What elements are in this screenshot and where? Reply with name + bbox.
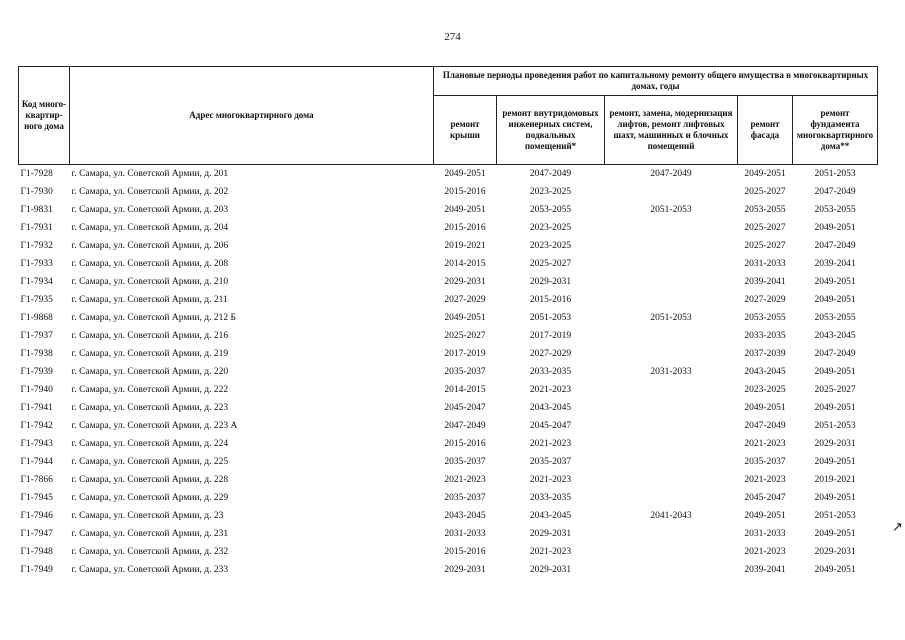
row-code: Г1-7866	[20, 475, 53, 485]
row-systems-period: 2017-2019	[529, 331, 572, 341]
row-address: г. Самара, ул. Советской Армии, д. 220	[71, 367, 229, 377]
row-roof-period: 2029-2031	[444, 277, 486, 287]
row-systems-period: 2029-2031	[529, 565, 572, 575]
row-facade-period: 2035-2037	[744, 457, 786, 467]
row-facade-period: 2023-2025	[744, 385, 786, 395]
row-lifts-period	[605, 399, 738, 417]
row-foundation-period: 2053-2055	[814, 205, 856, 215]
row-facade-period: 2037-2039	[744, 349, 786, 359]
row-foundation-period: 2049-2051	[814, 565, 856, 575]
table-header	[19, 67, 878, 165]
row-lifts-period	[605, 183, 738, 201]
row-code: Г1-9831	[20, 205, 53, 215]
row-code: Г1-7945	[20, 493, 53, 503]
row-roof-period: 2045-2047	[444, 403, 486, 413]
row-roof-period: 2031-2033	[444, 529, 486, 539]
table-row	[19, 273, 878, 291]
row-lifts-period	[605, 291, 738, 309]
page-number: 274	[444, 31, 461, 43]
row-systems-period: 2021-2023	[529, 475, 572, 485]
row-code: Г1-7940	[20, 385, 53, 395]
table-row	[19, 489, 878, 507]
table-row	[19, 237, 878, 255]
row-address: г. Самара, ул. Советской Армии, д. 228	[71, 475, 229, 485]
row-foundation-period: 2049-2051	[814, 367, 856, 377]
table-row	[19, 453, 878, 471]
row-address: г. Самара, ул. Советской Армии, д. 210	[71, 277, 229, 287]
row-code: Г1-7942	[20, 421, 53, 431]
row-lifts-period	[605, 561, 738, 579]
row-systems-period: 2043-2045	[529, 403, 572, 413]
row-address: г. Самара, ул. Советской Армии, д. 23	[71, 511, 224, 521]
table-row	[19, 543, 878, 561]
header-foundation: ремонт фундамента многоквартирного дома**	[793, 96, 878, 165]
row-address: г. Самара, ул. Советской Армии, д. 225	[71, 457, 229, 467]
table-row	[19, 417, 878, 435]
row-facade-period: 2039-2041	[744, 565, 786, 575]
row-address: г. Самара, ул. Советской Армии, д. 202	[71, 187, 229, 197]
table-body	[19, 165, 878, 580]
row-roof-period: 2035-2037	[444, 493, 486, 503]
row-systems-period: 2021-2023	[529, 439, 572, 449]
row-systems-period: 2043-2045	[529, 511, 572, 521]
row-systems-period: 2029-2031	[529, 277, 572, 287]
row-lifts-period	[605, 417, 738, 435]
row-address: г. Самара, ул. Советской Армии, д. 216	[71, 331, 229, 341]
row-address: г. Самара, ул. Советской Армии, д. 204	[71, 223, 229, 233]
row-address: г. Самара, ул. Советской Армии, д. 206	[71, 241, 229, 251]
row-lifts-period	[605, 525, 738, 543]
row-address: г. Самара, ул. Советской Армии, д. 232	[71, 547, 229, 557]
row-facade-period: 2053-2055	[744, 313, 786, 323]
row-roof-period: 2015-2016	[444, 187, 486, 197]
row-address: г. Самара, ул. Советской Армии, д. 233	[71, 565, 229, 575]
capital-repair-table	[18, 66, 878, 579]
row-lifts-period: 2047-2049	[650, 169, 692, 179]
row-code: Г1-7939	[20, 367, 53, 377]
row-code: Г1-7930	[20, 187, 53, 197]
table-row	[19, 345, 878, 363]
row-foundation-period: 2047-2049	[814, 241, 856, 251]
row-address: г. Самара, ул. Советской Армии, д. 219	[71, 349, 229, 359]
row-roof-period: 2015-2016	[444, 547, 486, 557]
row-foundation-period: 2049-2051	[814, 457, 856, 467]
row-code: Г1-7933	[20, 259, 53, 269]
table-row	[19, 165, 878, 184]
row-roof-period: 2015-2016	[444, 223, 486, 233]
row-facade-period: 2045-2047	[744, 493, 786, 503]
row-foundation-period: 2049-2051	[814, 295, 856, 305]
row-roof-period: 2029-2031	[444, 565, 486, 575]
row-foundation-period: 2049-2051	[814, 223, 856, 233]
row-systems-period: 2023-2025	[529, 241, 572, 251]
row-systems-period: 2021-2023	[529, 385, 572, 395]
row-lifts-period: 2051-2053	[650, 205, 692, 215]
row-code: Г1-7934	[20, 277, 53, 287]
row-foundation-period: 2019-2021	[814, 475, 856, 485]
row-lifts-period	[605, 219, 738, 237]
table-row	[19, 201, 878, 219]
table-row	[19, 561, 878, 579]
row-code: Г1-7938	[20, 349, 53, 359]
header-lifts: ремонт, замена, модернизация лифтов, ремонт лифтовых шахт, машинных и блочных помещений	[605, 96, 738, 165]
row-roof-period: 2014-2015	[444, 385, 486, 395]
row-lifts-period	[605, 237, 738, 255]
row-roof-period: 2047-2049	[444, 421, 486, 431]
row-roof-period: 2035-2037	[444, 367, 486, 377]
table-row	[19, 525, 878, 543]
row-systems-period: 2045-2047	[529, 421, 572, 431]
row-address: г. Самара, ул. Советской Армии, д. 223	[71, 403, 229, 413]
row-code: Г1-7943	[20, 439, 53, 449]
row-code: Г1-7949	[20, 565, 53, 575]
row-facade-period: 2025-2027	[744, 223, 786, 233]
header-address: Адрес многоквартирного дома	[70, 67, 434, 165]
row-roof-period: 2043-2045	[444, 511, 486, 521]
row-address: г. Самара, ул. Советской Армии, д. 201	[71, 169, 229, 179]
header-group-title: Плановые периоды проведения работ по капитальному ремонту общего имущества в многоквартирных домах, годы	[434, 67, 878, 96]
row-roof-period: 2049-2051	[444, 313, 486, 323]
row-lifts-period	[605, 345, 738, 363]
row-lifts-period: 2041-2043	[650, 511, 692, 521]
row-facade-period: 2053-2055	[744, 205, 786, 215]
row-code: Г1-7928	[20, 169, 53, 179]
row-systems-period: 2023-2025	[529, 223, 572, 233]
row-roof-period: 2027-2029	[444, 295, 486, 305]
row-lifts-period: 2031-2033	[650, 367, 692, 377]
row-address: г. Самара, ул. Советской Армии, д. 223 А	[71, 421, 238, 431]
row-roof-period: 2025-2027	[444, 331, 486, 341]
row-systems-period: 2033-2035	[529, 367, 572, 377]
row-facade-period: 2025-2027	[744, 187, 786, 197]
row-foundation-period: 2029-2031	[814, 547, 856, 557]
header-roof: ремонт крыши	[434, 96, 497, 165]
row-code: Г1-7941	[20, 403, 53, 413]
row-systems-period: 2023-2025	[529, 187, 572, 197]
row-roof-period: 2014-2015	[444, 259, 486, 269]
row-foundation-period: 2039-2041	[814, 259, 856, 269]
row-lifts-period	[605, 255, 738, 273]
row-address: г. Самара, ул. Советской Армии, д. 229	[71, 493, 229, 503]
row-lifts-period	[605, 543, 738, 561]
row-code: Г1-7947	[20, 529, 53, 539]
row-facade-period: 2043-2045	[744, 367, 786, 377]
row-code: Г1-7948	[20, 547, 53, 557]
row-facade-period: 2031-2033	[744, 529, 786, 539]
row-lifts-period	[605, 489, 738, 507]
row-facade-period: 2049-2051	[744, 511, 786, 521]
table-row	[19, 291, 878, 309]
row-foundation-period: 2043-2045	[814, 331, 856, 341]
handwritten-mark-icon: ↗	[892, 520, 903, 535]
table-row	[19, 399, 878, 417]
row-address: г. Самара, ул. Советской Армии, д. 222	[71, 385, 229, 395]
row-code: Г1-7946	[20, 511, 53, 521]
row-facade-period: 2049-2051	[744, 169, 786, 179]
table-row	[19, 309, 878, 327]
row-lifts-period	[605, 327, 738, 345]
row-address: г. Самара, ул. Советской Армии, д. 224	[71, 439, 229, 449]
row-lifts-period	[605, 273, 738, 291]
row-lifts-period	[605, 381, 738, 399]
row-systems-period: 2027-2029	[529, 349, 572, 359]
row-foundation-period: 2051-2053	[814, 169, 856, 179]
row-foundation-period: 2049-2051	[814, 277, 856, 287]
row-facade-period: 2027-2029	[744, 295, 786, 305]
row-systems-period: 2029-2031	[529, 529, 572, 539]
table-row	[19, 219, 878, 237]
row-roof-period: 2049-2051	[444, 205, 486, 215]
table-row	[19, 363, 878, 381]
row-code: Г1-9868	[20, 313, 53, 323]
row-facade-period: 2021-2023	[744, 439, 786, 449]
row-code: Г1-7937	[20, 331, 53, 341]
row-address: г. Самара, ул. Советской Армии, д. 203	[71, 205, 229, 215]
row-systems-period: 2015-2016	[529, 295, 572, 305]
row-systems-period: 2047-2049	[529, 169, 572, 179]
row-systems-period: 2033-2035	[529, 493, 572, 503]
row-systems-period: 2053-2055	[529, 205, 572, 215]
row-foundation-period: 2025-2027	[814, 385, 856, 395]
row-roof-period: 2017-2019	[444, 349, 486, 359]
row-roof-period: 2035-2037	[444, 457, 486, 467]
header-facade: ремонт фасада	[738, 96, 793, 165]
row-systems-period: 2051-2053	[529, 313, 572, 323]
row-code: Г1-7931	[20, 223, 53, 233]
row-roof-period: 2021-2023	[444, 475, 486, 485]
table-row	[19, 471, 878, 489]
header-systems: ремонт внутридомовых инженерных систем, подвальных помещений*	[497, 96, 605, 165]
row-foundation-period: 2051-2053	[814, 511, 856, 521]
row-lifts-period	[605, 471, 738, 489]
table-row	[19, 507, 878, 525]
row-code: Г1-7944	[20, 457, 53, 467]
row-foundation-period: 2049-2051	[814, 403, 856, 413]
table-row	[19, 183, 878, 201]
row-foundation-period: 2029-2031	[814, 439, 856, 449]
row-roof-period: 2049-2051	[444, 169, 486, 179]
row-facade-period: 2021-2023	[744, 547, 786, 557]
row-facade-period: 2021-2023	[744, 475, 786, 485]
row-address: г. Самара, ул. Советской Армии, д. 231	[71, 529, 229, 539]
row-systems-period: 2021-2023	[529, 547, 572, 557]
row-address: г. Самара, ул. Советской Армии, д. 211	[71, 295, 228, 305]
row-foundation-period: 2047-2049	[814, 349, 856, 359]
row-lifts-period	[605, 435, 738, 453]
row-facade-period: 2033-2035	[744, 331, 786, 341]
row-facade-period: 2049-2051	[744, 403, 786, 413]
header-code: Код много-квартир-ного дома	[19, 67, 70, 165]
row-facade-period: 2025-2027	[744, 241, 786, 251]
row-code: Г1-7935	[20, 295, 53, 305]
table-row	[19, 435, 878, 453]
row-facade-period: 2031-2033	[744, 259, 786, 269]
table-row	[19, 255, 878, 273]
row-foundation-period: 2047-2049	[814, 187, 856, 197]
row-lifts-period: 2051-2053	[650, 313, 692, 323]
row-roof-period: 2015-2016	[444, 439, 486, 449]
row-facade-period: 2039-2041	[744, 277, 786, 287]
row-roof-period: 2019-2021	[444, 241, 486, 251]
row-systems-period: 2035-2037	[529, 457, 572, 467]
row-foundation-period: 2053-2055	[814, 313, 856, 323]
row-systems-period: 2025-2027	[529, 259, 572, 269]
row-lifts-period	[605, 453, 738, 471]
row-foundation-period: 2049-2051	[814, 529, 856, 539]
row-code: Г1-7932	[20, 241, 53, 251]
row-facade-period: 2047-2049	[744, 421, 786, 431]
row-foundation-period: 2049-2051	[814, 493, 856, 503]
table-row	[19, 327, 878, 345]
row-address: г. Самара, ул. Советской Армии, д. 212 Б	[71, 313, 236, 323]
row-address: г. Самара, ул. Советской Армии, д. 208	[71, 259, 229, 269]
row-foundation-period: 2051-2053	[814, 421, 856, 431]
table-row	[19, 381, 878, 399]
